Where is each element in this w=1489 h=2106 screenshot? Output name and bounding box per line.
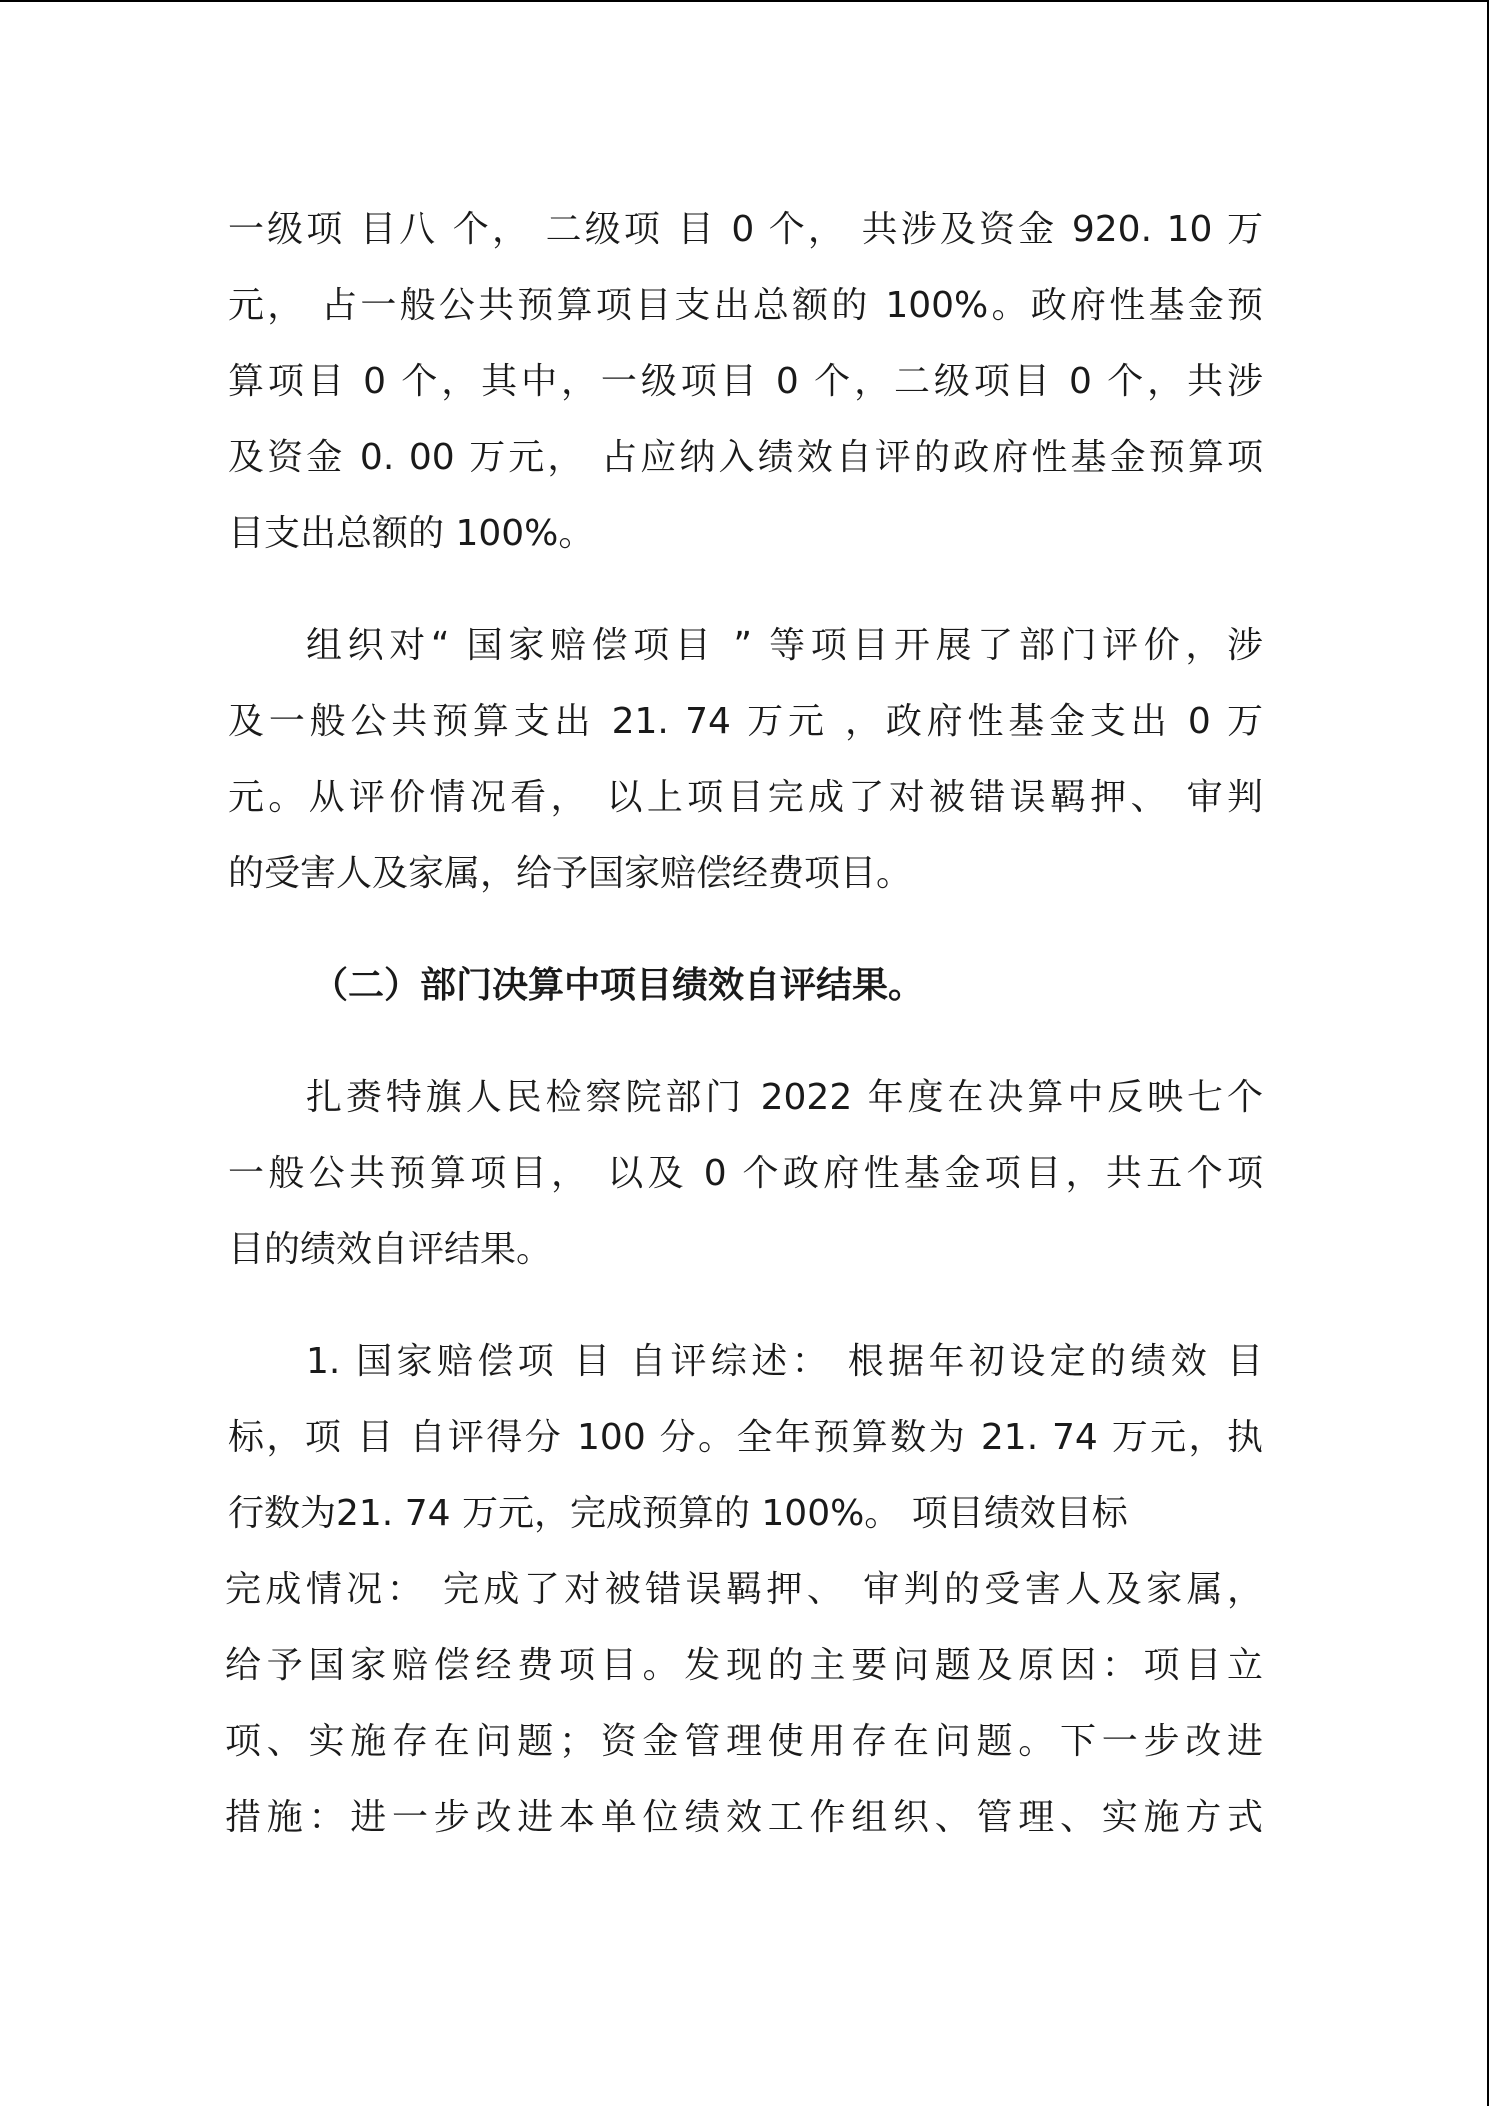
paragraph-state-compensation-project — [225, 1324, 1263, 1856]
text-line: 的受害人及家属，给予国家赔偿经费项目。 — [228, 853, 913, 894]
text-line: 1. 国家赔偿项 目 自评综述： 根据年初设定的绩效 目 — [306, 1341, 1263, 1382]
text-line: 项、实施存在问题；资金管理使用存在问题。下一步改进 — [225, 1721, 1263, 1762]
paragraph-department-evaluation — [228, 608, 1263, 912]
text-line: 行数为21. 74 万元，完成预算的 100%。 项目绩效目标 — [228, 1493, 1128, 1534]
text-line: 标，项 目 自评得分 100 分。全年预算数为 21. 74 万元，执 — [228, 1417, 1263, 1458]
text-line: 一般公共预算项目， 以及 0 个政府性基金项目，共五个项 — [228, 1153, 1263, 1194]
section-heading: （二）部门决算中项目绩效自评结果。 — [312, 965, 925, 1006]
text-line: 完成情况： 完成了对被错误羁押、 审判的受害人及家属， — [225, 1569, 1263, 1610]
document-body — [225, 192, 1263, 1856]
text-line: 措施：进一步改进本单位绩效工作组织、管理、实施方式 — [225, 1797, 1263, 1838]
paragraph-spacer — [228, 1288, 1263, 1324]
text-line: 算项目 0 个，其中，一级项目 0 个，二级项目 0 个，共涉 — [228, 361, 1263, 402]
text-line: 及一般公共预算支出 21. 74 万元 ，政府性基金支出 0 万 — [228, 701, 1263, 742]
text-line: 及资金 0. 00 万元， 占应纳入绩效自评的政府性基金预算项 — [228, 437, 1263, 478]
text-line: 给予国家赔偿经费项目。发现的主要问题及原因：项目立 — [225, 1645, 1263, 1686]
paragraph-self-evaluation-overview — [228, 1060, 1263, 1288]
text-line: 一级项 目八 个， 二级项 目 0 个， 共涉及资金 920. 10 万 — [228, 209, 1263, 250]
text-line: 目的绩效自评结果。 — [228, 1229, 553, 1270]
text-line: 目支出总额的 100%。 — [228, 513, 595, 554]
text-line: 元， 占一般公共预算项目支出总额的 100%。政府性基金预 — [228, 285, 1263, 326]
paragraph-spacer — [228, 1024, 1263, 1060]
text-line: 元。从评价情况看， 以上项目完成了对被错误羁押、 审判 — [228, 777, 1263, 818]
text-line: 组织对“ 国家赔偿项目 ” 等项目开展了部门评价，涉 — [306, 625, 1263, 666]
paragraph-spacer — [228, 572, 1263, 608]
paragraph-project-summary — [228, 192, 1263, 572]
paragraph-spacer — [228, 912, 1263, 948]
text-line: 扎赉特旗人民检察院部门 2022 年度在决算中反映七个 — [306, 1077, 1263, 1118]
